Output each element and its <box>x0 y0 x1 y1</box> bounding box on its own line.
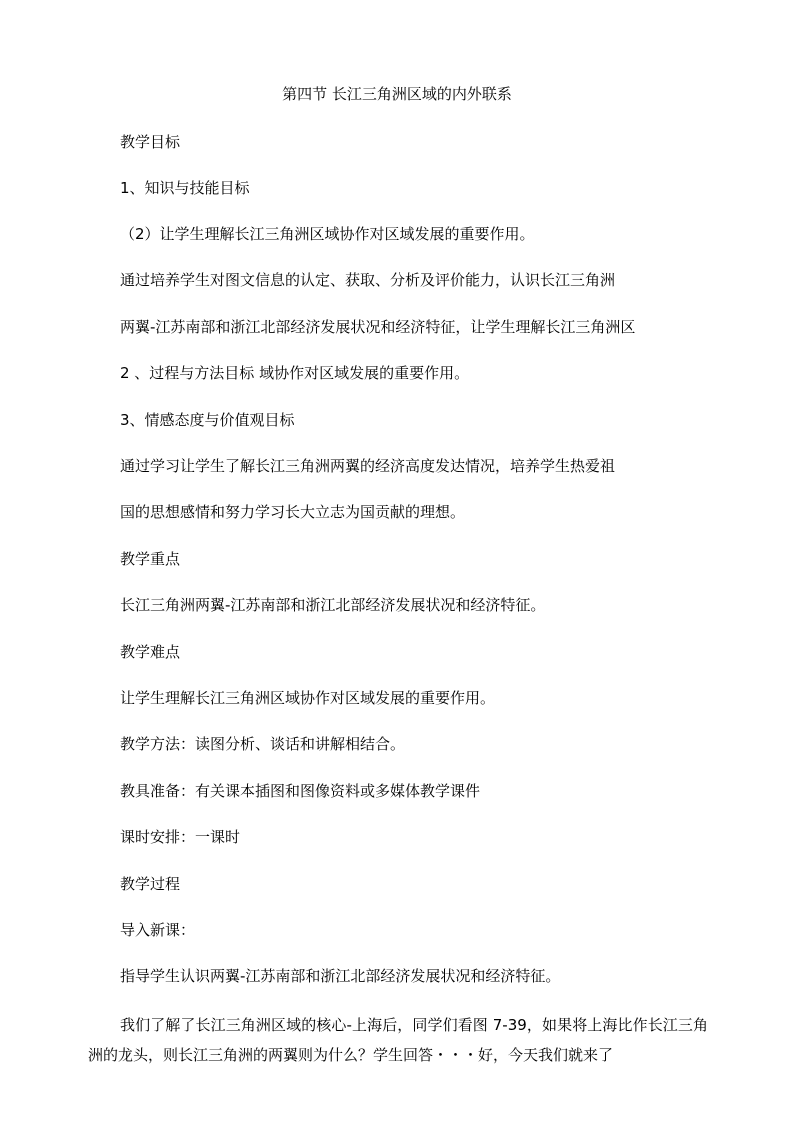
text-line: 课时安排：一课时 <box>120 828 241 846</box>
text-line: 通过培养学生对图文信息的认定、获取、分析及评价能力，认识长江三角洲 <box>120 271 616 289</box>
text-line: 1、知识与技能目标 <box>120 179 250 197</box>
section-heading-difficult-points: 教学难点 <box>120 643 181 661</box>
text-line: 长江三角洲两翼-江苏南部和浙江北部经济发展状况和经济特征。 <box>120 596 546 614</box>
text-line: 指导学生认识两翼-江苏南部和浙江北部经济发展状况和经济特征。 <box>120 967 561 985</box>
section-heading-teaching-goals: 教学目标 <box>120 133 181 151</box>
text-line: 3、情感态度与价值观目标 <box>120 411 295 429</box>
body-paragraph: 我们了解了长江三角洲区域的核心-上海后，同学们看图 7-39，如果将上海比作长江三角洲的龙头，则长江三角洲的两翼则为什么？学生回答・・・好，今天我们就来了 <box>88 1016 708 1064</box>
text-line: 2 、过程与方法目标 域协作对区域发展的重要作用。 <box>120 364 470 382</box>
text-line: 两翼-江苏南部和浙江北部经济发展状况和经济特征，让学生理解长江三角洲区 <box>120 318 636 336</box>
text-line: 导入新课： <box>120 921 196 939</box>
text-line: 教具准备：有关课本插图和图像资料或多媒体教学课件 <box>120 782 481 800</box>
text-line: 通过学习让学生了解长江三角洲两翼的经济高度发达情况，培养学生热爱祖 <box>120 457 616 475</box>
text-line: 让学生理解长江三角洲区域协作对区域发展的重要作用。 <box>120 689 496 707</box>
section-heading-key-points: 教学重点 <box>120 550 181 568</box>
section-heading-teaching-process: 教学过程 <box>120 875 181 893</box>
text-line: 国的思想感情和努力学习长大立志为国贡献的理想。 <box>120 503 466 521</box>
text-line: 教学方法：读图分析、谈话和讲解相结合。 <box>120 735 406 753</box>
document-title: 第四节 长江三角洲区域的内外联系 <box>282 85 512 103</box>
text-line: （2）让学生理解长江三角洲区域协作对区域发展的重要作用。 <box>120 225 535 243</box>
